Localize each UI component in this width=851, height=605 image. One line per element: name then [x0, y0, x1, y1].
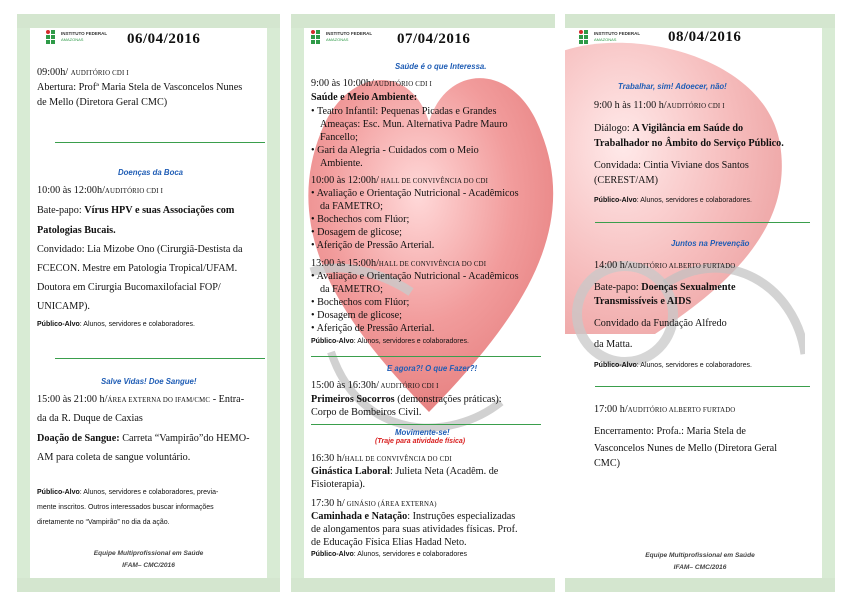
- list-item: • Aferição de Pressão Arterial.: [311, 240, 435, 251]
- event-text: FCECON. Mestre em Patologia Tropical/UFAM.: [37, 263, 238, 274]
- event-text: UNICAMP).: [37, 301, 90, 312]
- event-time: 15:00 às 21:00 h/ÁREA EXTERNA DO IFAM/CMC - Entra-: [37, 394, 245, 405]
- event-time: 15:00 às 16:30h/ AUDITÓRIO CDI I: [311, 380, 439, 391]
- event-text: da Matta.: [594, 339, 633, 350]
- panel-day-1: [17, 14, 280, 592]
- audience-text: diretamente no “Vampirão” no dia da ação.: [37, 519, 170, 526]
- event-time: 09:00h/ AUDITÓRIO CDI I: [37, 67, 129, 78]
- section-heading: Salve Vidas! Doe Sangue!: [101, 377, 197, 386]
- audience-text: Público-Alvo: Alunos, servidores e colaboradores.: [594, 362, 752, 369]
- audience-text: Público-Alvo: Alunos, servidores e colaboradores.: [37, 321, 195, 328]
- audience-text: Público-Alvo: Alunos, servidores e colaboradores.: [594, 197, 752, 204]
- event-text: Corpo de Bombeiros Civil.: [311, 407, 422, 418]
- list-item: • Dosagem de glicose;: [311, 310, 402, 321]
- list-item: Ameaças: Esc. Mun. Alternativa Padre Mauro: [320, 119, 508, 130]
- section-subheading: (Traje para atividade física): [375, 438, 466, 445]
- event-text: Convidado: Lia Mizobe Ono (Cirurgiã-Destista da: [37, 244, 243, 255]
- event-time: 17:30 h/ GINÁSIO (ÁREA EXTERNA): [311, 498, 437, 509]
- divider: [595, 386, 810, 387]
- divider: [595, 222, 810, 223]
- section-heading: Trabalhar, sim! Adoecer, não!: [618, 82, 727, 91]
- event-title: Patologias Bucais.: [37, 225, 116, 236]
- ifam-logo: INSTITUTO FEDERAL AMAZONAS: [311, 30, 357, 46]
- event-text: CMC): [594, 458, 621, 469]
- event-text: de Mello (Diretora Geral CMC): [37, 97, 168, 108]
- event-text: de Educação Física Elias Hadad Neto.: [311, 537, 467, 548]
- panel-bottom-band: [565, 578, 835, 592]
- divider: [55, 142, 265, 143]
- event-title: Bate-papo: Vírus HPV e suas Associações com: [37, 205, 235, 216]
- panel-day-3: [565, 14, 835, 592]
- panel-top-band: [17, 14, 280, 28]
- list-item: • Teatro Infantil: Pequenas Picadas e Grandes: [311, 106, 497, 117]
- event-title: Bate-papo: Doenças Sexualmente: [594, 282, 736, 293]
- ifam-logo: INSTITUTO FEDERAL AMAZONAS: [579, 30, 625, 46]
- event-time: 9:00 h às 11:00 h/AUDITÓRIO CDI I: [594, 100, 725, 111]
- event-text: Abertura: Profª Maria Stela de Vasconcelos Nunes: [37, 82, 243, 93]
- event-text: AM para coleta de sangue voluntário.: [37, 452, 191, 463]
- footer-year: IFAM– CMC/2016: [673, 564, 727, 571]
- event-time: 10:00 às 12:00h/ HALL DE CONVIVÊNCIA DO CDI: [311, 175, 489, 186]
- list-item: • Gari da Alegria - Cuidados com o Meio: [311, 145, 479, 156]
- list-item: Ambiente.: [320, 158, 363, 169]
- panel-right-band: [267, 28, 280, 578]
- footer-team: Equipe Multiprofissional em Saúde: [93, 550, 204, 557]
- date-heading: 08/04/2016: [668, 29, 742, 45]
- event-title: Diálogo: A Vigilância em Saúde do: [594, 123, 744, 134]
- audience-text: Público-Alvo: Alunos, servidores e colaboradores, previa-: [37, 489, 219, 496]
- list-item: • Avaliação e Orientação Nutricional - Acadêmicos: [311, 271, 519, 282]
- event-time: 13:00 às 15:00h/HALL DE CONVIVÊNCIA DO CDI: [311, 258, 487, 269]
- panel-bottom-band: [17, 578, 280, 592]
- event-text: Doação de Sangue: Carreta “Vampirão”do HEMO-: [37, 433, 250, 444]
- event-title: Transmissíveis e AIDS: [594, 296, 692, 307]
- panel-top-band: [565, 14, 835, 28]
- event-text: da da R. Duque de Caxias: [37, 413, 143, 424]
- divider: [311, 356, 541, 357]
- list-item: da FAMETRO;: [320, 201, 383, 212]
- section-heading: E agora?! O que Fazer?!: [387, 364, 478, 373]
- date-heading: 07/04/2016: [397, 31, 471, 47]
- date-heading: 06/04/2016: [127, 31, 201, 47]
- event-title: Saúde e Meio Ambiente:: [311, 92, 418, 103]
- audience-text: Público-Alvo: Alunos, servidores e colaboradores: [311, 551, 468, 558]
- event-text: Encerramento: Profa.: Maria Stela de: [594, 426, 746, 437]
- section-heading: Doenças da Boca: [118, 168, 183, 177]
- list-item: da FAMETRO;: [320, 284, 383, 295]
- section-heading: Juntos na Prevenção: [671, 239, 750, 248]
- footer-team: Equipe Multiprofissional em Saúde: [645, 552, 755, 559]
- panel-left-band: [17, 28, 30, 578]
- list-item: • Bochechos com Flúor;: [311, 297, 410, 308]
- panel-day-2: [291, 14, 555, 592]
- event-time: 9:00 às 10:00h/AUDITÓRIO CDI I: [311, 78, 432, 89]
- footer-year: IFAM– CMC/2016: [122, 562, 175, 569]
- list-item: Fancello;: [320, 132, 358, 143]
- event-time: 17:00 h/AUDITÓRIO ALBERTO FURTADO: [594, 404, 736, 415]
- event-text: de alongamentos para suas atividades físicas. Prof.: [311, 524, 518, 535]
- event-text: Caminhada e Natação: Instruções especializadas: [311, 511, 516, 522]
- ifam-logo: INSTITUTO FEDERAL AMAZONAS: [46, 30, 92, 46]
- panel-right-band: [822, 28, 835, 578]
- event-text: Vasconcelos Nunes de Mello (Diretora Geral: [594, 443, 778, 454]
- audience-text: Público-Alvo: Alunos, servidores e colaboradores.: [311, 338, 469, 345]
- event-text: Primeiros Socorros (demonstrações práticas):: [311, 394, 502, 405]
- event-text: Doutora em Cirurgia Bucomaxilofacial FOP/: [37, 282, 221, 293]
- heart-stethoscope-illustration: [565, 34, 805, 434]
- panel-bottom-band: [291, 578, 555, 592]
- event-time: 16:30 h/HALL DE CONVIVÊNCIA DO CDI: [311, 453, 452, 464]
- divider: [55, 358, 265, 359]
- list-item: • Aferição de Pressão Arterial.: [311, 323, 435, 334]
- list-item: • Dosagem de glicose;: [311, 227, 402, 238]
- section-heading: Movimente-se!: [395, 428, 450, 437]
- event-title: Trabalhador no Âmbito do Serviço Público.: [594, 138, 784, 149]
- list-item: • Avaliação e Orientação Nutricional - Acadêmicos: [311, 188, 519, 199]
- list-item: • Bochechos com Flúor;: [311, 214, 410, 225]
- audience-text: mente inscritos. Outros interessados buscar informações: [37, 504, 214, 511]
- event-time: 14:00 h/AUDITÓRIO ALBERTO FURTADO: [594, 260, 736, 271]
- event-text: Convidada: Cintia Viviane dos Santos: [594, 160, 749, 171]
- event-time: 10:00 às 12:00h/AUDITÓRIO CDI I: [37, 185, 164, 196]
- event-text: Ginástica Laboral: Julieta Neta (Acadêm. de: [311, 466, 499, 477]
- event-text: (CEREST/AM): [594, 175, 658, 186]
- section-heading: Saúde é o que Interessa.: [395, 62, 487, 71]
- event-text: Convidado da Fundação Alfredo: [594, 318, 727, 329]
- event-text: Fisioterapia).: [311, 479, 366, 490]
- divider: [311, 424, 541, 425]
